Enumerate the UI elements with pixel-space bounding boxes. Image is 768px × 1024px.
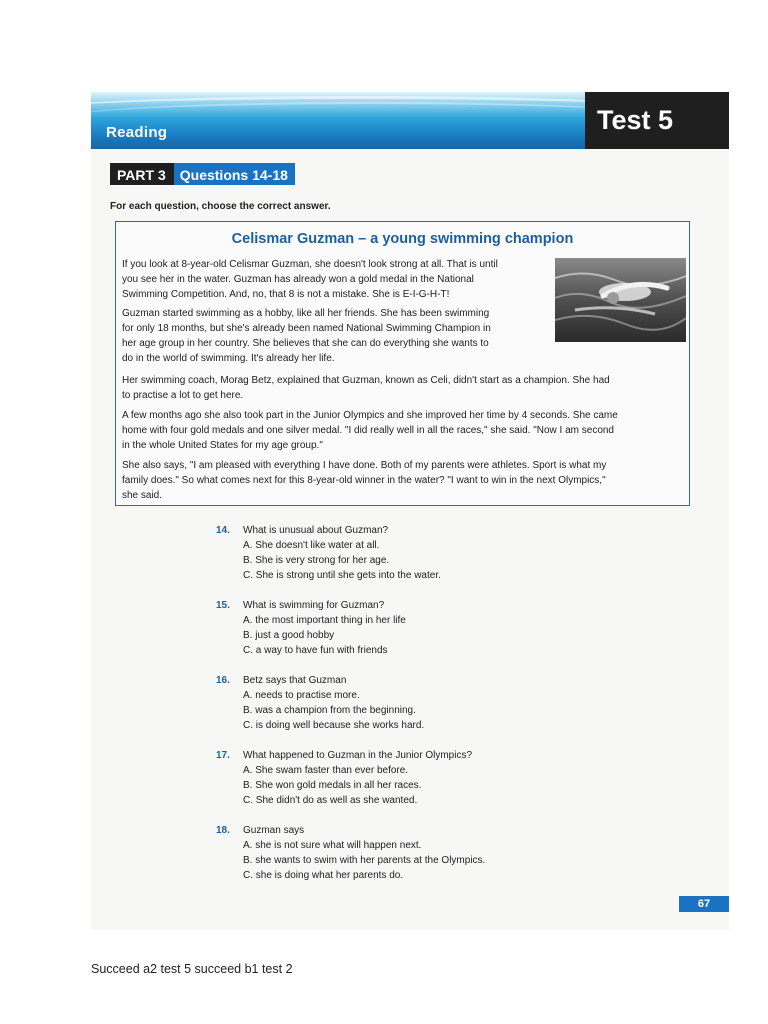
part-label: PART 3 [110, 163, 174, 185]
answer-option[interactable]: B. just a good hobby [243, 630, 335, 641]
question-number: 17. [216, 750, 230, 761]
question-number: 14. [216, 525, 230, 536]
question-text: Betz says that Guzman [243, 675, 347, 686]
test-label: Test 5 [585, 92, 729, 149]
instruction-text: For each question, choose the correct answer. [110, 201, 331, 212]
question-number: 15. [216, 600, 230, 611]
article-title: Celismar Guzman – a young swimming champion [231, 231, 574, 247]
article-paragraph: Her swimming coach, Morag Betz, explained that Guzman, known as Celi, didn't start as a champion. She had to practise a lot to get here. [122, 375, 610, 401]
answer-option[interactable]: B. She won gold medals in all her races. [243, 780, 422, 791]
answer-option[interactable]: C. She didn't do as well as she wanted. [243, 795, 418, 806]
answer-option[interactable]: C. she is doing what her parents do. [243, 870, 404, 881]
page-number: 67 [679, 896, 729, 912]
part-header [110, 163, 295, 185]
swimmer-photo [555, 258, 686, 342]
answer-option[interactable]: A. she is not sure what will happen next. [243, 840, 422, 851]
section-title: Reading [106, 124, 168, 141]
question-number: 16. [216, 675, 230, 686]
question-text: What is swimming for Guzman? [243, 600, 385, 611]
article-box [115, 221, 690, 506]
question-text: Guzman says [243, 825, 305, 836]
answer-option[interactable]: C. is doing well because she works hard. [243, 720, 425, 731]
answer-option[interactable]: C. a way to have fun with friends [243, 645, 388, 656]
article-paragraph: A few months ago she also took part in the Junior Olympics and she improved her time by 4 seconds. She came home with four gold medals and one silver medal. "I did really well in all the races," she said. "Now I am second in the whole United States for my age group." [122, 410, 618, 451]
answer-option[interactable]: C. She is strong until she gets into the water. [243, 570, 441, 581]
article-paragraph: If you look at 8-year-old Celismar Guzman, she doesn't look strong at all. That is until you see her in the water. Guzman has already won a gold medal in the National Swimming Competition. And, no, that 8 is not a mistake. She is E-I-G-H-T! [122, 259, 498, 300]
question-number: 18. [216, 825, 230, 836]
answer-option[interactable]: B. She is very strong for her age. [243, 555, 390, 566]
answer-option[interactable]: A. the most important thing in her life [243, 615, 406, 626]
question-text: What is unusual about Guzman? [243, 525, 389, 536]
answer-option[interactable]: A. She swam faster than ever before. [243, 765, 409, 776]
article-paragraph: Guzman started swimming as a hobby, like all her friends. She has been swimming for only 18 months, but she's already been named National Swimming Champion in her age group in her country. She believes that she can do everything she wants to do in the world of swimming. It's already her life. [122, 308, 491, 364]
questions-range: Questions 14-18 [174, 163, 295, 185]
article-paragraph: She also says, "I am pleased with everything I have done. Both of my parents were athletes. Sport is what my family does." So what comes next for this 8-year-old winner in the water? "I want to win in the next Olympics," she said. [122, 460, 607, 501]
answer-option[interactable]: A. She doesn't like water at all. [243, 540, 380, 551]
question-text: What happened to Guzman in the Junior Olympics? [243, 750, 473, 761]
answer-option[interactable]: B. was a champion from the beginning. [243, 705, 416, 716]
answer-option[interactable]: A. needs to practise more. [243, 690, 360, 701]
header-banner [91, 92, 729, 149]
banner-water-graphic [91, 92, 585, 149]
answer-option[interactable]: B. she wants to swim with her parents at the Olympics. [243, 855, 486, 866]
document-caption: Succeed a2 test 5 succeed b1 test 2 [91, 962, 293, 976]
